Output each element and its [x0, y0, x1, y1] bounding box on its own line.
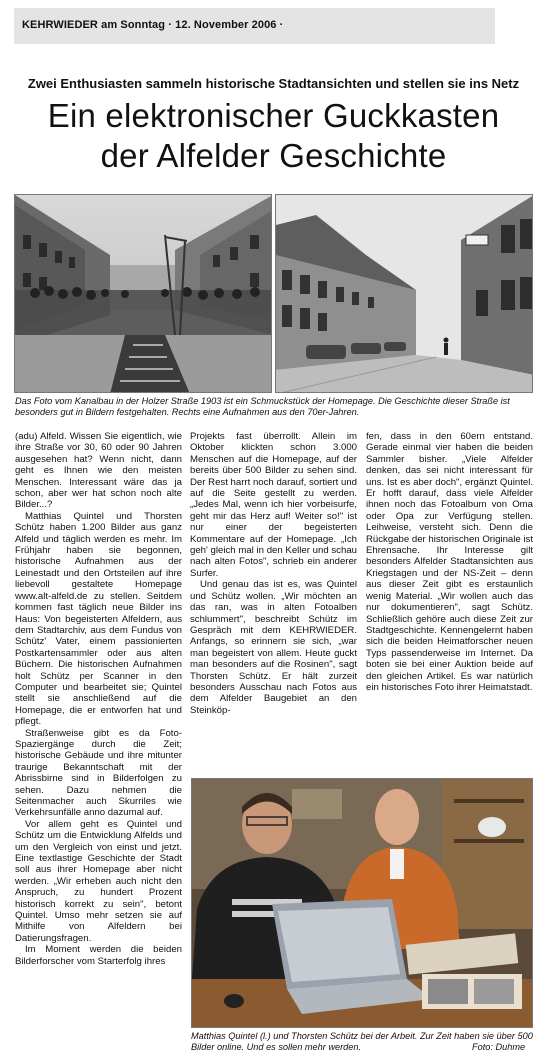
- photo-street-70s: [275, 194, 533, 393]
- street-70s-image: [276, 195, 533, 393]
- col1-paragraph: Straßenweise gibt es da Foto-Spaziergänge durch die Zeit; historische Gebäude und ihre mitunter traurige Bekanntschaft mit der Abrissbirne sind in Bilderfolgen zu sehen. Dazu nehmen die Seitenmacher auch Skurriles wie Verkehrsunfälle anno dazumal auf.: [15, 727, 182, 819]
- col1-paragraph: Matthias Quintel und Thorsten Schütz haben 1.200 Bilder aus ganz Alfeld und täglich werden es mehr. Im Frühjahr haben sie begonnen, historische Aufnahmen aus der Leinestadt und den Ortsteilen auf ihre liebevoll gestaltete Homepage www.alt-alfeld.de zu stellen. Seitdem kommen fast täglich neue Bilder ins Haus: Von begeisterten Alfeldern, aus dem Stadtarchiv, aus dem Fundus von Schütz' Vater, einem passionierten Postkartensammler oder aus alten Büchern. Die historischen Aufnahmen holt Schütz per Scanner in den Computer und bearbeitet sie; Quintel stellt sie anschließend auf die Homepage, die er entworfen hat und pflegt.: [15, 510, 182, 728]
- top-photo-caption: Das Foto vom Kanalbau in der Holzer Straße 1903 ist ein Schmuckstück der Homepage. Die Geschichte dieser Straße ist besonders gut in Bildern festgehalten. Rechts eine Aufnahmen aus den 70er-Jahren.: [15, 396, 510, 417]
- canal-construction-image: [15, 195, 272, 393]
- article-headline: [0, 96, 547, 176]
- col2-paragraph: Projekts fast überrollt. Allein im Oktober klickten schon 3.000 Menschen auf die Homepage, auf der bereits über 500 Bilder zu sehen sind. Der Rest harrt noch darauf, sortiert und auf die Seite gestellt zu werden. „Jedes Mal, wenn ich hier vorbeisurfe, geht mir das Herz auf! Weiter so!" ist nur einer der begeisterten Kommentare auf der Homepage. „Ich geh' gleich mal in den Keller und schau nach alten Fotos", schrieb ein anderer Surfer.: [190, 431, 357, 579]
- collectors-at-laptop-image: [192, 779, 533, 1028]
- col1-paragraph: Im Moment werden die beiden Bilderforscher vom Starterfolg ihres: [15, 944, 182, 967]
- article-kicker: Zwei Enthusiasten sammeln historische Stadtansichten und stellen sie ins Netz: [27, 76, 520, 91]
- headline-line-1: Ein elektronischer Guckkasten: [47, 97, 500, 134]
- bottom-photo-caption: Matthias Quintel (l.) und Thorsten Schütz bei der Arbeit. Zur Zeit haben sie über 500 Bilder online. Und es sollen mehr werden.: [191, 1031, 533, 1052]
- header-bar: [14, 8, 495, 44]
- article-column-2: [190, 431, 357, 716]
- photo-canal-construction: [14, 194, 272, 393]
- article-column-1: [15, 431, 182, 967]
- col1-paragraph: (adu) Alfeld. Wissen Sie eigentlich, wie ihre Straße vor 30, 60 oder 90 Jahren ausgesehen hat? Wenn nicht, dann geht es Ihnen wie den meisten Menschen. Interessant wäre das ja schon, aber wer hat schon noch alte Bilder...?: [15, 431, 182, 511]
- col2-paragraph: Und genau das ist es, was Quintel und Schütz wollen. „Wir möchten an das ran, was in alten Fotoalben schlummert", beschreibt Schütz im Gespräch mit dem KEHRWIEDER. Anfangs, so erinnern sie sich, „war man begeistert von allem. Heute guckt man besonders auf die Rosinen", sagt Thorsten Schütz. Er hält zurzeit besonders Ausschau nach Fotos aus dem Alfelder Baugebiet an den Steinköp-: [190, 579, 357, 716]
- photo-credit: Foto: Duhme: [472, 1042, 526, 1052]
- headline-line-2: der Alfelder Geschichte: [100, 137, 447, 174]
- col1-paragraph: Vor allem geht es Quintel und Schütz um die Entwicklung Alfelds und um den Vergleich von einst und jetzt. Eine textlastige Geschichte der Stadt soll aus ihrer Homepage aber nicht werden. „Wir erheben auch nicht den Anspruch, zu hundert Prozent historisch korrekt zu sein", betont Quintel. Umso mehr setzen sie auf Mithilfe von Alfeldern bei Datierungsfragen.: [15, 818, 182, 944]
- article-column-3: [366, 431, 533, 693]
- photo-quintel-schuetz: [191, 778, 533, 1028]
- col3-paragraph: fen, dass in den 60ern entstand. Gerade einmal vier haben die beiden Sammler bisher. „Viele Alfelder denken, das sei nicht interessant für uns. Ist es aber doch", ergänzt Quintel. Er hofft darauf, dass viele Alfelder ihnen noch das Fotoalbum von Oma oder Opa zur Verfügung stellen. Leihweise, versteht sich. Denn die Rückgabe der historischen Originale ist Ehrensache. Ihr Interesse gilt besonders Alfelder Stadtansichten aus Kriegstagen und der NS-Zeit – denn aus dieser Zeit gibt es erstaunlich wenig Material. „Wir wollen auch das nur dokumentieren", sagt Schütz. Schließlich gehöre auch diese Zeit zur Stadtgeschichte. Kennengelernt haben sich die beiden Heimatforscher neuen Typs passenderweise im Internet. Da boten sie bei einer Auktion beide auf den gleichen Artikel. Es war natürlich ein historisches Foto ihrer Heimatstadt.: [366, 431, 533, 693]
- newspaper-header: KEHRWIEDER am Sonntag · 12. November 2006 ·: [22, 19, 284, 31]
